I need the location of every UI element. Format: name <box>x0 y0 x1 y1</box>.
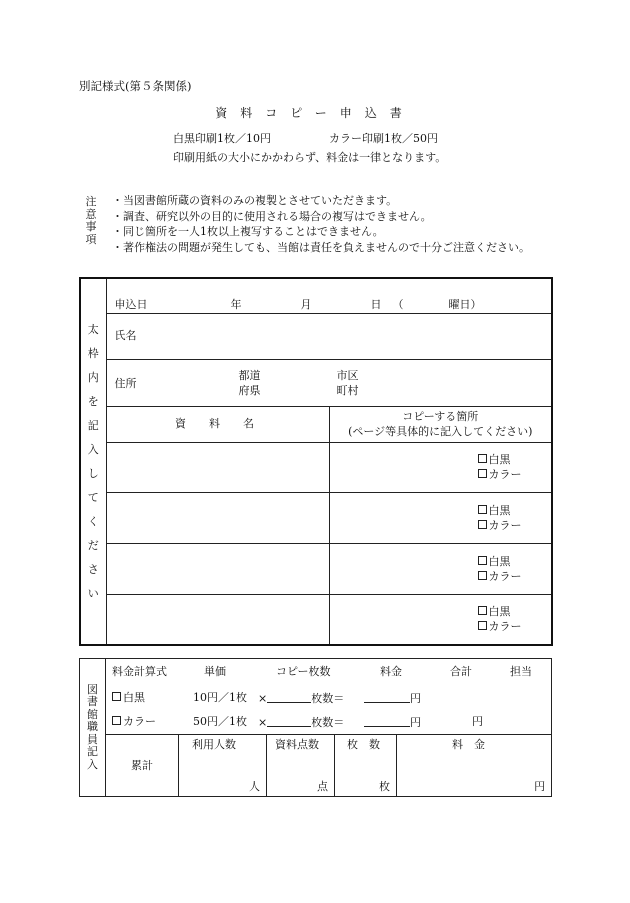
material-name-input[interactable] <box>106 492 329 543</box>
color-checkbox[interactable]: カラー <box>478 518 552 533</box>
copy-range-header: コピーする箇所 (ページ等具体的に記入してください) <box>329 406 552 442</box>
staff-only-label: 図 書 館 職 員 記 入 <box>80 659 106 797</box>
bw-checkbox[interactable]: 白黒 <box>478 452 552 467</box>
color-checkbox[interactable]: カラー <box>478 619 552 634</box>
copy-range-input[interactable] <box>329 543 552 594</box>
users-count[interactable]: 利用人数 人 <box>179 735 267 797</box>
name-label: 氏名 <box>114 329 137 343</box>
name-field[interactable] <box>106 313 552 359</box>
note-item: ・調査、研究以外の目的に使用される場合の複写はできません。 <box>112 209 432 223</box>
application-form <box>79 277 553 646</box>
price-note: 印刷用紙の大小にかかわらず、料金は一律となります。 <box>173 151 447 164</box>
staff-section <box>79 658 552 797</box>
notes-label: 注 意 事 項 <box>85 195 97 246</box>
sheets-count[interactable]: 枚 数 枚 <box>335 735 397 797</box>
fill-in-instruction: 太 枠 内 を 記 入 し て く だ さ い <box>80 278 106 645</box>
form-reference: 別記様式(第５条関係) <box>79 79 192 93</box>
fee-total[interactable]: 料 金 円 <box>397 735 552 797</box>
price-color: カラー印刷1枚／50円 <box>329 132 438 145</box>
bw-checkbox[interactable]: 白黒 <box>478 604 552 619</box>
copy-range-input[interactable] <box>329 492 552 543</box>
bw-checkbox[interactable]: 白黒 <box>478 554 552 569</box>
bw-checkbox[interactable]: 白黒 <box>478 503 552 518</box>
note-item: ・著作権法の問題が発生しても、当館は責任を負えませんので十分ご注意ください。 <box>112 240 530 254</box>
color-checkbox[interactable]: カラー <box>478 569 552 584</box>
material-name-input[interactable] <box>106 594 329 645</box>
cumulative-label: 累計 <box>106 735 179 797</box>
note-item: ・同じ箇所を一人1枚以上複写することはできません。 <box>112 225 384 238</box>
copy-range-input[interactable] <box>329 594 552 645</box>
form-title: 資料コピー申込書 <box>215 106 415 120</box>
color-checkbox[interactable]: カラー <box>478 467 552 482</box>
items-count[interactable]: 資料点数 点 <box>267 735 335 797</box>
copy-range-input[interactable] <box>329 442 552 492</box>
material-name-input[interactable] <box>106 442 329 492</box>
notes-list <box>112 193 530 255</box>
date-field[interactable]: 申込日 年 月 日 （ 曜日） <box>106 278 552 313</box>
bw-fee-row[interactable]: 白黒 <box>112 692 145 703</box>
material-name-input[interactable] <box>106 543 329 594</box>
fee-calculation: 料金計算式 単価 コピー枚数 料金 合計 担当 白黒 10円／1枚 × 枚数＝ 円 カラー 50円／1枚 × 枚数＝ 円 円 <box>106 659 552 735</box>
color-fee-row[interactable]: カラー <box>112 716 156 727</box>
price-bw: 白黒印刷1枚／10円 <box>173 132 271 145</box>
material-name-header: 資 料 名 <box>106 406 329 442</box>
address-label: 住所 <box>114 376 137 390</box>
note-item: ・当図書館所蔵の資料のみの複製とさせていただきます。 <box>112 194 398 207</box>
address-field[interactable]: 住所 都道 府県 市区 町村 <box>106 359 552 406</box>
total-yen: 円 <box>472 715 483 728</box>
